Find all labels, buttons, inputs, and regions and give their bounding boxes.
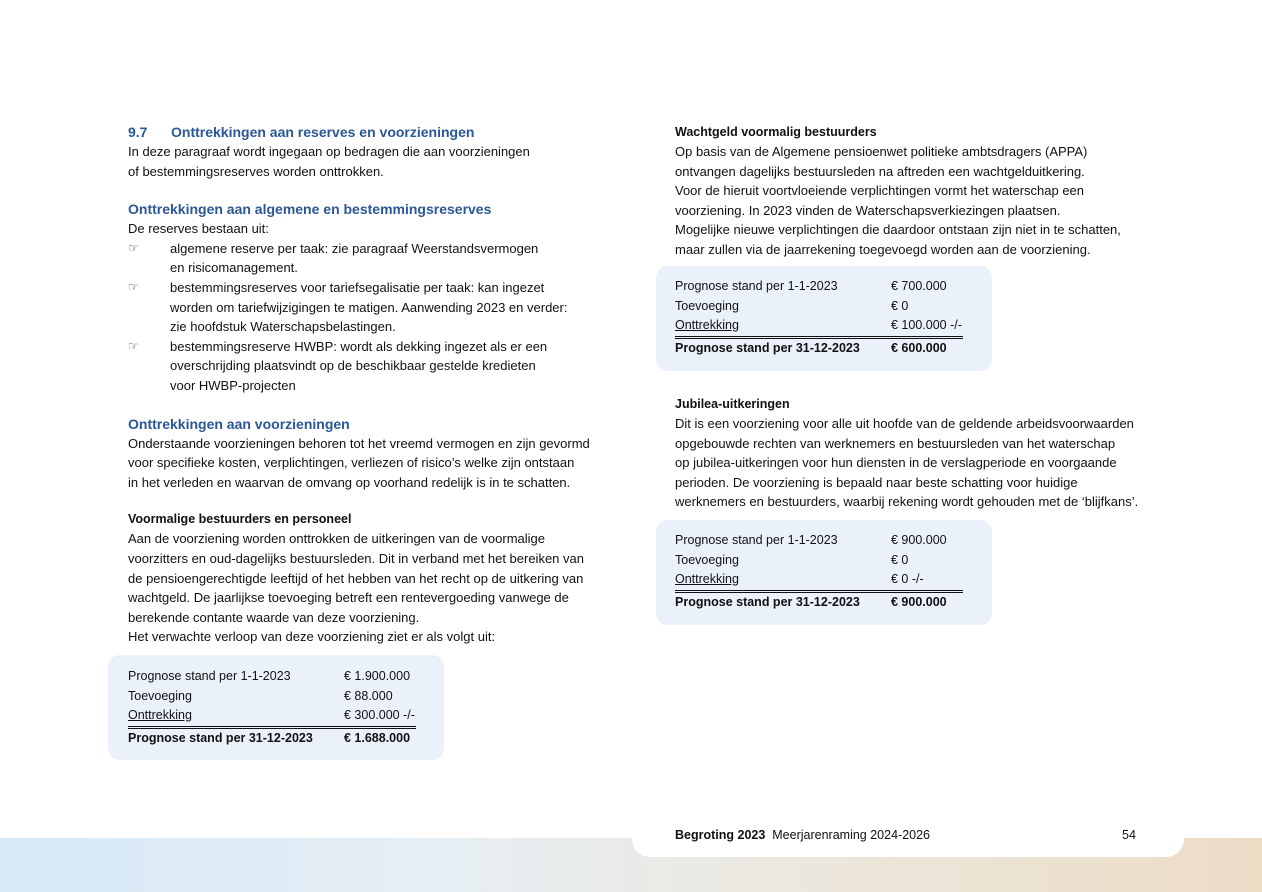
jubilea-line: werknemers en bestuurders, waarbij rekening wordt gehouden met de ‘blijfkans’. [675,494,1139,510]
reserves-list [128,239,608,396]
jubilea-table [675,531,963,612]
subheading-wachtgeld: Wachtgeld voormalig bestuurders [675,125,877,139]
subheading-former-board: Voormalige bestuurders en personeel [128,512,352,527]
table-row: Toevoeging € 0 [675,552,909,567]
wachtgeld-line: Mogelijke nieuwe verplichtingen die daardoor ontstaan zijn niet in te schatten, [675,222,1121,238]
list-item-line: en risicomanagement. [170,260,298,276]
wachtgeld-line: voorziening. In 2023 vinden de Waterschapsverkiezingen plaatsen. [675,202,1061,218]
former-board-line: wachtgeld. De jaarlijkse toevoeging betreft een rentevergoeding vanwege de [128,590,569,606]
provisions-line: voor specifieke kosten, verplichtingen, verliezen of risico’s welke zijn ontstaan [128,455,575,471]
list-item-line: overschrijding plaatsvindt op de beschikbaar gestelde kredieten [170,358,536,374]
table-row-total: Prognose stand per 31-12-2023 € 600.000 [675,340,947,355]
jubilea-line: Dit is een voorziening voor alle uit hoofde van de geldende arbeidsvoorwaarden [675,416,1134,431]
provisions-line: in het verleden en waarvan de omvang op voorhand redelijk is in te schatten. [128,474,571,490]
jubilea-table-box [656,520,992,625]
footer-doc-subtitle: Meerjarenraming 2024-2026 [772,828,930,842]
list-item-line: zie hoofdstuk Waterschapsbelastingen. [170,319,396,335]
table-row-total: Prognose stand per 31-12-2023 € 900.000 [675,594,947,609]
list-item-line: voor HWBP-projecten [170,377,296,393]
wachtgeld-line: maar zullen via de jaarrekening toegevoegd worden aan de voorziening. [675,241,1091,257]
wachtgeld-line: Op basis van de Algemene pensioenwet politieke ambtsdragers (APPA) [675,144,1088,159]
list-item [128,278,608,337]
pointing-hand-icon: ☞ [128,338,139,353]
left-column [128,122,608,647]
wachtgeld-table [675,277,963,358]
table-row: Prognose stand per 1-1-2023 € 700.000 [675,279,947,293]
former-board-line: Het verwachte verloop van deze voorziening ziet er als volgt uit: [128,629,496,645]
pointing-hand-icon: ☞ [128,240,139,255]
section-title: Onttrekkingen aan reserves en voorzieningen [171,124,475,140]
provisions-line: Onderstaande voorzieningen behoren tot het vreemd vermogen en zijn gevormd [128,435,590,451]
jubilea-line: op jubilea-uitkeringen voor hun diensten in de verslagperiode en voorgaande [675,455,1117,471]
page-number: 54 [1122,828,1136,842]
footer-title [675,826,930,846]
table-row-total: Prognose stand per 31-12-2023 € 1.688.000 [128,730,411,745]
section-heading [128,122,608,142]
table-row: Toevoeging € 88.000 [128,688,393,703]
table-row: Prognose stand per 1-1-2023 € 900.000 [675,533,947,547]
table-row: Prognose stand per 1-1-2023 € 1.900.000 [128,669,411,683]
jubilea-line: opgebouwde rechten van werknemers en bestuursleden van het waterschap [675,435,1116,451]
wachtgeld-table-box [656,266,992,371]
right-column-lower [675,394,1145,512]
list-item-line: algemene reserve per taak: zie paragraaf Weerstandsvermogen [170,240,539,256]
table-row: Toevoeging € 0 [675,298,909,313]
former-board-table [128,667,416,748]
reserves-lead: De reserves bestaan uit: [128,221,269,237]
footer-doc-title: Begroting 2023 [675,828,766,842]
subheading-reserves: Onttrekkingen aan algemene en bestemmingsreserves [128,201,492,218]
former-board-table-box [108,655,444,760]
table-row: Onttrekking € 100.000 -/- [675,316,963,337]
subheading-jubilea: Jubilea-uitkeringen [675,397,790,411]
former-board-line: voorzitters en oud-dagelijks bestuursleden. Dit in verband met het bereiken van [128,550,584,566]
list-item [128,337,608,396]
section-number: 9.7 [128,124,148,140]
list-item-line: worden om tariefwijzigingen te matigen. Aanwending 2023 en verder: [170,299,568,315]
wachtgeld-line: ontvangen dagelijks bestuursleden na aftreden een wachtgelduitkering. [675,163,1085,179]
intro-line: of bestemmingsreserves worden onttrokken. [128,163,384,179]
former-board-line: berekende contante waarde van deze voorziening. [128,609,420,625]
former-board-line: de pensioengerechtigde leeftijd of het hebben van het recht op de uitkering van [128,570,584,586]
pointing-hand-icon: ☞ [128,279,139,294]
subheading-provisions: Onttrekkingen aan voorzieningen [128,415,350,432]
table-row: Onttrekking € 0 -/- [675,570,963,591]
list-item-line: bestemmingsreserves voor tariefsegalisatie per taak: kan ingezet [170,279,545,295]
intro-line: In deze paragraaf wordt ingegaan op bedragen die aan voorzieningen [128,144,530,159]
table-row: Onttrekking € 300.000 -/- [128,706,416,727]
wachtgeld-line: Voor de hieruit voortvloeiende verplichtingen vormt het waterschap een [675,183,1085,199]
former-board-line: Aan de voorziening worden onttrokken de uitkeringen van de voormalige [128,531,545,547]
list-item-line: bestemmingsreserve HWBP: wordt als dekking ingezet als er een [170,338,548,354]
jubilea-line: perioden. De voorziening is bepaald naar beste schatting voor huidige [675,474,1078,490]
list-item [128,239,608,278]
right-column [675,122,1145,260]
